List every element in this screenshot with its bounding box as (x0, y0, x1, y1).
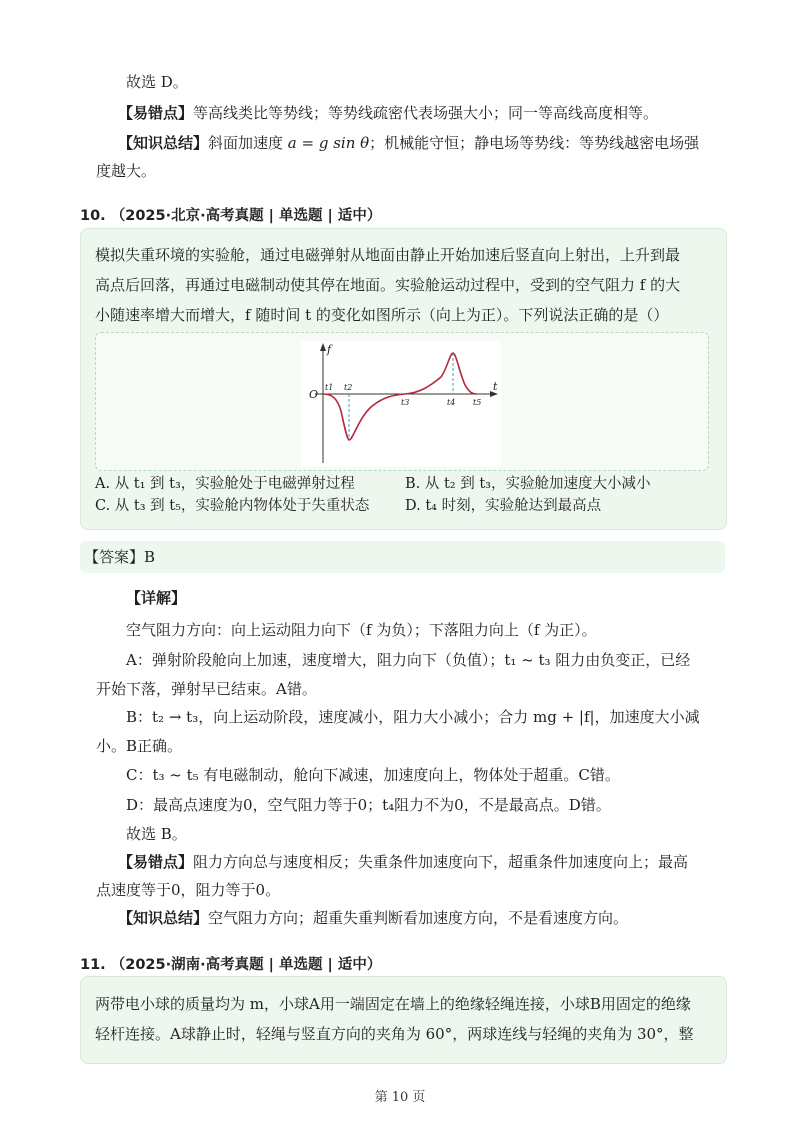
q10-figure (301, 341, 501, 466)
f-axis-label: f (327, 343, 332, 356)
q10-mistake-line (118, 847, 688, 877)
q10-question-box (80, 228, 727, 530)
q10-mistake-tag: 【易错点】 (118, 853, 194, 871)
prev-mistake-tag: 【易错点】 (118, 104, 194, 122)
prev-conclusion: 故选 D。 (126, 73, 188, 91)
t-axis-label: t (493, 380, 498, 393)
q10-detail-line-7: D：最高点速度为0，空气阻力等于0；t₄阻力不为0，不是最高点。D错。 (126, 796, 611, 814)
q10-option-a: A. 从 t₁ 到 t₃，实验舱处于电磁弹射过程 (95, 476, 355, 492)
prev-summary-line-2: 度越大。 (96, 162, 157, 180)
q10-option-c: C. 从 t₃ 到 t₅，实验舱内物体处于失重状态 (95, 498, 370, 514)
q10-stem-line-1: 模拟失重环境的实验舱，通过电磁弹射从地面由静止开始加速后竖直向上射出，上升到最 (95, 246, 681, 264)
prev-summary-text-b: ；机械能守恒；静电场等势线：等势线越密电场强 (369, 134, 700, 152)
q10-detail-line-6: C：t₃ ~ t₅ 有电磁制动，舱向下减速，加速度向上，物体处于超重。C错。 (126, 766, 620, 784)
q11-stem-line-2: 轻杆连接。A球静止时，轻绳与竖直方向的夹角为 60°，两球连线与轻绳的夹角为 30°，整 (95, 1025, 694, 1043)
page-number: 第 10 页 (374, 1090, 426, 1105)
origin-label: O (309, 388, 319, 401)
t4-label: t4 (447, 398, 456, 407)
q10-detail-line-2: A：弹射阶段舱向上加速，速度增大，阻力向下（负值）；t₁ ~ t₃ 阻力由负变正，已经 (126, 651, 691, 669)
prev-summary-formula: a = g sin θ (287, 134, 370, 152)
prev-summary-tag: 【知识总结】 (118, 134, 209, 152)
q10-mistake-text: 阻力方向总与速度相反；失重条件加速度向下，超重条件加速度向上；最高 (193, 853, 689, 871)
q10-header: 10. （2025·北京·高考真题 | 单选题 | 适中） (80, 208, 382, 224)
q10-stem-line-3: 小随速率增大而增大，f 随时间 t 的变化如图所示（向上为正）。下列说法正确的是（） (95, 306, 669, 324)
q10-detail-title: 【详解】 (126, 589, 187, 607)
q10-summary-tag: 【知识总结】 (118, 909, 209, 927)
q10-option-d: D. t₄ 时刻，实验舱达到最高点 (405, 498, 602, 514)
q11-question-box (80, 976, 727, 1064)
prev-mistake-text: 等高线类比等势线；等势线疏密代表场强大小；同一等高线高度相等。 (193, 104, 659, 122)
prev-summary-line (118, 128, 699, 158)
q10-answer: 【答案】B (84, 548, 156, 566)
q10-detail-line-3: 开始下落，弹射早已结束。A错。 (96, 680, 317, 698)
q10-mistake-line-2: 点速度等于0，阻力等于0。 (96, 881, 281, 899)
q10-detail-line-1: 空气阻力方向：向上运动阻力向下（f 为负）；下落阻力向上（f 为正）。 (126, 621, 597, 639)
q10-answer-box (80, 541, 725, 573)
q10-summary-line (118, 903, 628, 933)
q10-option-b: B. 从 t₂ 到 t₃，实验舱加速度大小减小 (405, 476, 651, 492)
q10-detail-line-5: 小。B正确。 (96, 737, 183, 755)
prev-mistake-line (118, 98, 658, 128)
q10-detail-line-4: B：t₂ → t₃，向上运动阶段，速度减小，阻力大小减小；合力 mg + |f|，加速度大小减 (126, 708, 700, 726)
t5-label: t5 (473, 398, 482, 407)
q11-header: 11. （2025·湖南·高考真题 | 单选题 | 适中） (80, 957, 382, 973)
q10-stem-line-2: 高点后回落，再通过电磁制动使其停在地面。实验舱运动过程中，受到的空气阻力 f 的大 (95, 276, 681, 294)
t1-label: t1 (325, 383, 334, 392)
q11-stem-line-1: 两带电小球的质量均为 m，小球A用一端固定在墙上的绝缘轻绳连接，小球B用固定的绝缘 (95, 995, 691, 1013)
prev-summary-text-a: 斜面加速度 (208, 134, 288, 152)
t2-label: t2 (344, 383, 353, 392)
q10-summary-text: 空气阻力方向；超重失重判断看加速度方向，不是看速度方向。 (208, 909, 629, 927)
q10-conclusion: 故选 B。 (126, 825, 187, 843)
t3-label: t3 (401, 398, 410, 407)
